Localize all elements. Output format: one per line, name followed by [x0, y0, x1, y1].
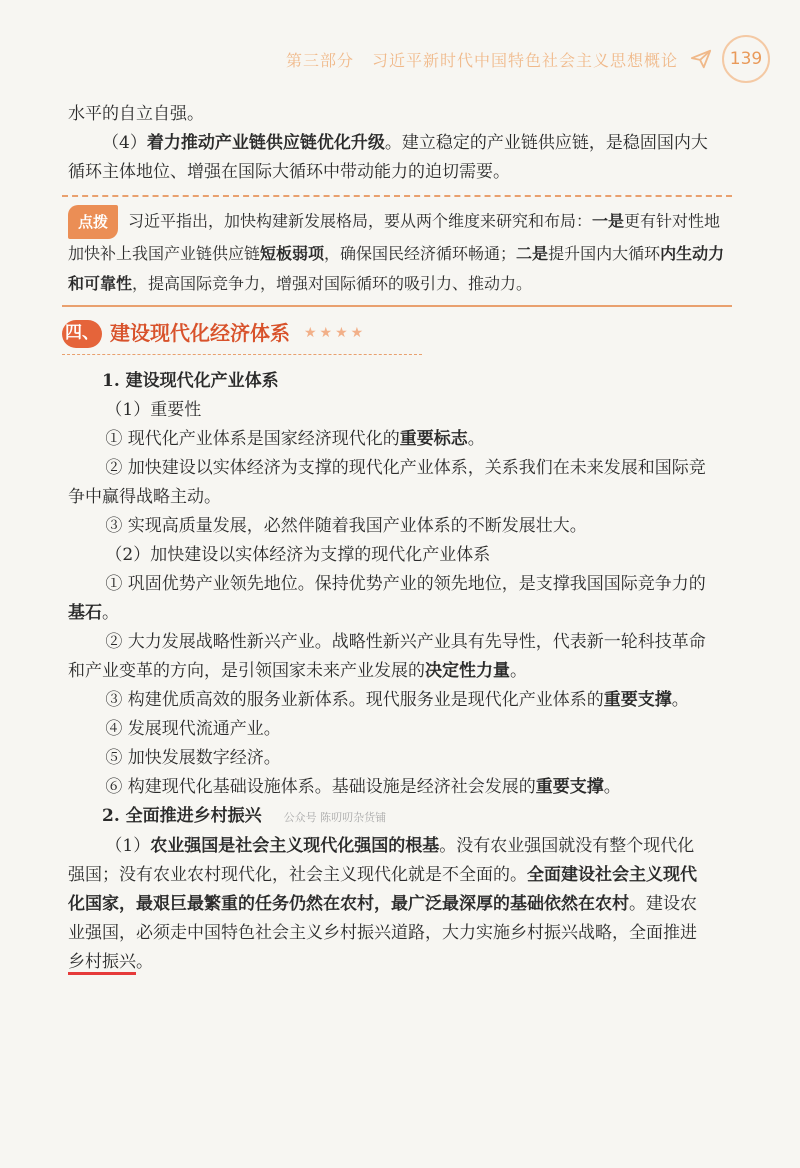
- page-header: [200, 36, 770, 82]
- bold-text: 重要支撑: [603, 690, 672, 710]
- watermark: 公众号 陈叨叨杂货铺: [283, 811, 387, 824]
- paragraph: [68, 570, 708, 628]
- paragraph: [68, 425, 708, 454]
- bold-text: 决定性力量: [425, 661, 510, 681]
- paragraph: [68, 832, 708, 977]
- tip-box: [62, 195, 732, 307]
- paragraph: （1）重要性: [105, 400, 202, 420]
- text: 。建设农业强国，必须走中国特色社会主义乡村振兴道路，大力实施乡村振兴战略，全面推进: [68, 894, 697, 943]
- tip-text: [62, 205, 732, 299]
- text: ② 大力发展战略性新兴产业。战略性新兴产业具有先导性，代表新一轮科技革命和产业变革的方向，是引领国家未来产业发展的: [68, 632, 706, 681]
- paragraph: ⑤ 加快发展数字经济。: [105, 748, 281, 768]
- text: 提升国内大循环: [548, 244, 661, 263]
- bold-text: 重要标志: [399, 429, 468, 449]
- paragraph: [68, 129, 708, 187]
- paragraph: 水平的自立自强。: [68, 104, 204, 124]
- subsection-title-text: 2. 全面推进乡村振兴: [102, 806, 262, 826]
- text: 。: [467, 429, 485, 449]
- bold-text: 短板弱项: [260, 244, 325, 263]
- paragraph: [68, 686, 708, 715]
- section-title: 建设现代化经济体系: [110, 321, 290, 345]
- bold-text: 一是: [592, 211, 625, 231]
- bold-text: 农业强国是社会主义现代化强国的根基: [150, 836, 440, 856]
- text: ，确保国民经济循环畅通；: [324, 244, 517, 263]
- text: 。: [671, 690, 689, 710]
- section-heading: [62, 319, 422, 355]
- text: ① 现代化产业体系是国家经济现代化的: [105, 429, 400, 449]
- paragraph: （2）加快建设以实体经济为支撑的现代化产业体系: [105, 545, 491, 565]
- paragraph: ③ 实现高质量发展，必然伴随着我国产业体系的不断发展壮大。: [105, 516, 587, 536]
- subsection-title: 1. 建设现代化产业体系: [102, 371, 279, 391]
- paragraph: [68, 628, 708, 686]
- underlined-text: 乡村振兴: [68, 952, 136, 975]
- page-content: [65, 100, 725, 977]
- header-part: 第三部分: [285, 50, 354, 70]
- text: ，提高国际竞争力，增强对国际循环的吸引力、推动力。: [132, 274, 533, 293]
- subsection-title: [68, 802, 708, 832]
- item-number: （4）: [102, 133, 147, 153]
- text: 习近平指出，加快构建新发展格局，要从两个维度来研究和布局：: [128, 211, 593, 231]
- text: 。建立稳定的产业链供应链，是稳固国内大循环主体地位、增强在国际大循环中带动能力的迫切需要。: [68, 133, 708, 182]
- section-number: 四、: [62, 320, 102, 348]
- bold-heading: 着力推动产业链供应链优化升级: [146, 133, 385, 153]
- bold-text: 重要支撑: [535, 777, 604, 797]
- paragraph: ② 加快建设以实体经济为支撑的现代化产业体系，关系我们在未来发展和国际竞争中赢得战略主动。: [68, 458, 706, 507]
- page-number: 139: [722, 35, 770, 83]
- text: 。: [102, 603, 119, 623]
- bold-text: 全面建设社会主义现代化国家，最艰巨最繁重的任务仍然在农村，最广泛最深厚的基础依然在农村: [68, 865, 697, 914]
- text: ③ 构建优质高效的服务业新体系。现代服务业是现代化产业体系的: [105, 690, 604, 710]
- paragraph: ④ 发展现代流通产业。: [105, 719, 281, 739]
- bold-text: 内生动力和可靠性: [68, 244, 725, 293]
- text: ⑥ 构建现代化基础设施体系。基础设施是经济社会发展的: [105, 777, 536, 797]
- bold-text: 二是: [516, 244, 549, 263]
- header-title: 习近平新时代中国特色社会主义思想概论: [371, 50, 678, 70]
- bold-text: 基石: [68, 603, 102, 623]
- text: 。: [603, 777, 621, 797]
- paper-plane-icon: [690, 48, 712, 70]
- item-number: （1）: [105, 836, 151, 856]
- paragraph: [68, 773, 708, 802]
- text: 。没有农业强国就没有整个现代化强国；没有农业农村现代化，社会主义现代化就是不全面的。: [68, 836, 695, 885]
- text: ① 巩固优势产业领先地位。保持优势产业的领先地位，是支撑我国国际竞争力的: [105, 574, 706, 594]
- text: 。: [136, 952, 153, 972]
- text: 。: [510, 661, 527, 681]
- text: 更有针对性地加快补上我国产业链供应链: [68, 211, 721, 263]
- tip-badge: 点拨: [68, 205, 118, 239]
- star-rating: ★★★★: [304, 325, 367, 341]
